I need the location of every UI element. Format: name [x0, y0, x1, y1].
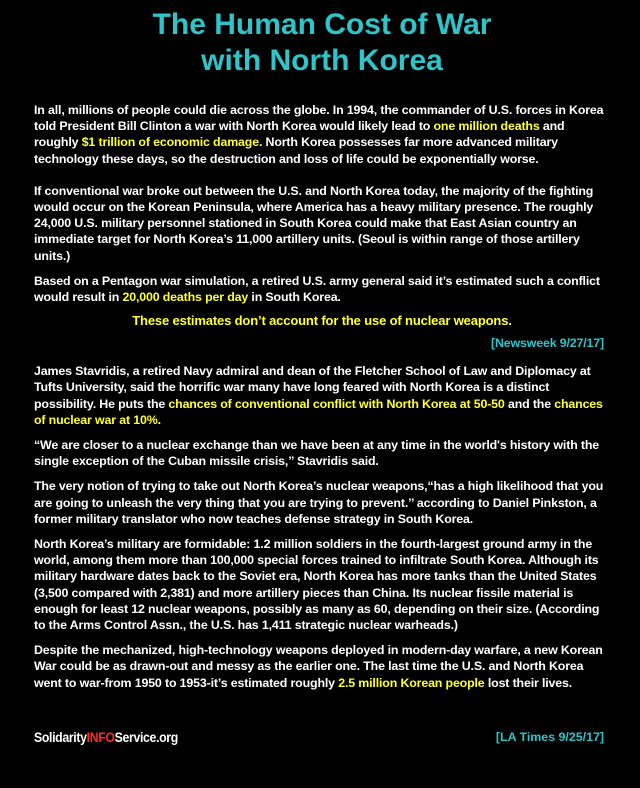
paragraph-5: “We are closer to a nuclear exchange than we have been at any time in the world's history with the single exception of the Cuban missile crisis,’’ Stavridis said. — [34, 438, 600, 469]
paragraph-1-text-c: North Korea possesses far more advanced military technology these days, so the destruction and loss of life could be exponentially worse. — [34, 135, 558, 166]
footer — [34, 729, 604, 745]
solidarity-info-service-logo[interactable] — [34, 729, 178, 745]
highlight-korean-deaths: 2.5 million Korean people — [338, 675, 485, 690]
paragraph-4 — [34, 363, 610, 428]
paragraph-1-text-b: and roughly — [34, 119, 565, 150]
highlight-nuclear-odds: chances of nuclear war at 10% — [34, 396, 603, 427]
citation-newsweek: [Newsweek 9/27/17] — [490, 336, 604, 351]
paragraph-6: The very notion of trying to take out North Korea’s nuclear weapons,“has a high likelihood that you are going to unleash the very thing that you are trying to prevent.’’ according to Daniel Pinkston, a former military translator who now teaches defense strategy in South Korea. — [34, 479, 604, 526]
highlight-conventional-odds: chances of conventional conflict with North Korea at 50-50 — [168, 396, 505, 411]
logo-part-left: Solidarity — [34, 729, 87, 745]
paragraph-3 — [34, 273, 610, 305]
highlight-one-million-deaths: one million deaths — [433, 119, 540, 134]
paragraph-3-text-a: Based on a Pentagon war simulation, a retired U.S. army general said it’s estimated such a conflict would result in — [34, 273, 600, 305]
paragraph-3-text-b: in South Korea. — [248, 290, 341, 305]
paragraph-8-text-b: lost their lives. — [484, 675, 573, 690]
paragraph-8 — [34, 642, 610, 691]
paragraph-7: North Korea’s military are formidable: 1.2 million soldiers in the fourth-largest ground army in the world, among them more than 100,000 special forces trained to infiltrate South Korea. Although its military hardware dates back to the Soviet era, North Korea has more tanks than the United States (3,500 compared with 2,381) and more artillery pieces than China. Its nuclear fissile material is enough for least 12 nuclear weapons, possibly as many as 60, depending on their size. (According to the Arms Control Assn., the U.S. has 1,411 strategic nuclear warheads.) — [34, 537, 600, 633]
title-line-2: with North Korea — [201, 44, 443, 77]
paragraph-4-text-c: . — [157, 412, 161, 427]
paragraph-1 — [34, 102, 610, 167]
title-line-1: The Human Cost of War — [152, 8, 492, 41]
citation-la-times: [LA Times 9/25/17] — [495, 730, 604, 744]
logo-part-mid: INFO — [86, 729, 115, 745]
paragraph-8-text-a: Despite the mechanized, high-technology weapons deployed in modern-day warfare, a new Korean War could be as drawn-out and messy as the earlier one. The last time the U.S. and North Korea went to war-from 1950 to 1953-it’s estimated roughly — [34, 643, 603, 690]
page-title — [34, 0, 610, 79]
paragraph-2: If conventional war broke out between the U.S. and North Korea today, the majority of the fighting would occur on the Korean Peninsula, where America has a heavy military presence. The roughly 24,000 U.S. military personnel stationed in South Korea could make that East Asian country an immediate target for North Korea’s 11,000 artillery units. (Seoul is within range of those artillery units.) — [34, 183, 594, 263]
nuclear-callout: These estimates don’t account for the use of nuclear weapons. — [132, 313, 512, 329]
highlight-trillion-damage: $1 trillion of economic damage. — [81, 135, 263, 150]
highlight-deaths-per-day: 20,000 deaths per day — [122, 290, 249, 305]
article-body — [34, 102, 610, 691]
paragraph-1-text-a: In all, millions of people could die across the globe. In 1994, the commander of U.S. forces in Korea told President Bill Clinton a war with North Korea would likely lead to — [34, 103, 604, 134]
logo-part-right: Service.org — [114, 729, 178, 745]
paragraph-4-text-b: and the — [504, 396, 555, 411]
paragraph-4-text-a: James Stavridis, a retired Navy admiral and dean of the Fletcher School of Law and Diplomacy at Tufts University, said the horrific war many have long feared with North Korea is a distinct possibility. He puts the — [34, 364, 591, 411]
